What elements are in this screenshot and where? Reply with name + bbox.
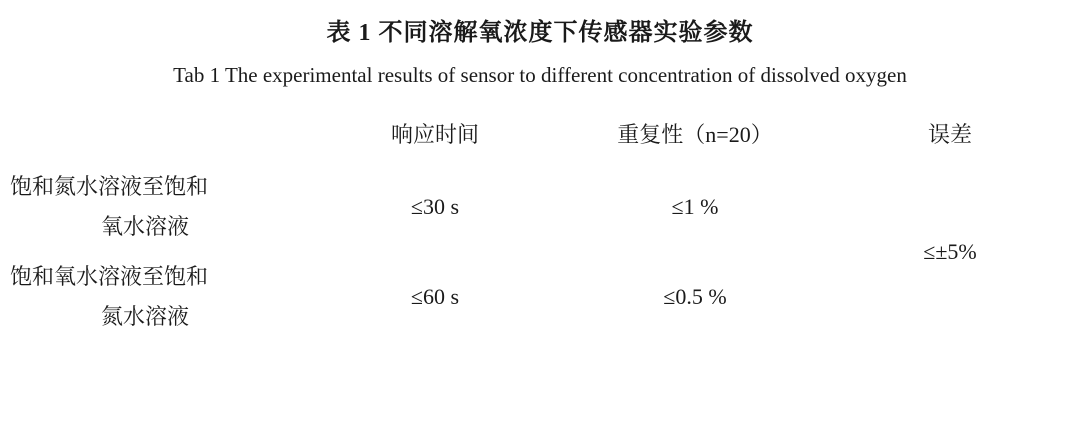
row-1-repeatability: ≤1 % (671, 194, 719, 219)
document-page (0, 16, 1080, 433)
header-cell-error: 误差 (927, 121, 972, 147)
row-1-response-time: ≤30 s (410, 194, 460, 219)
row-1-label-line-2: 氧水溶液 (100, 214, 189, 239)
error-merged-cell: ≤±5% (923, 239, 977, 264)
header-cell-repeatability: 重复性（n=20） (617, 121, 773, 147)
row-2-label-line-1: 饱和氧水溶液至饱和 (10, 264, 209, 289)
row-2-label (10, 252, 310, 342)
experiment-parameters-table (10, 104, 1070, 342)
table-title-english: Tab 1 The experimental results of sensor to different concentration of dissolved oxygen (173, 63, 907, 87)
table-header-row (10, 104, 1070, 162)
header-cell-empty (10, 104, 310, 162)
row-2-label-line-2: 氮水溶液 (100, 304, 189, 329)
table-title-chinese: 表 1 不同溶解氧浓度下传感器实验参数 (326, 20, 754, 46)
row-2-repeatability: ≤0.5 % (663, 284, 727, 309)
header-cell-response-time: 响应时间 (390, 121, 479, 147)
row-1-label-line-1: 饱和氮水溶液至饱和 (10, 174, 209, 199)
row-1-label (10, 162, 310, 252)
row-2-response-time: ≤60 s (410, 284, 460, 309)
table-row (10, 162, 1070, 252)
